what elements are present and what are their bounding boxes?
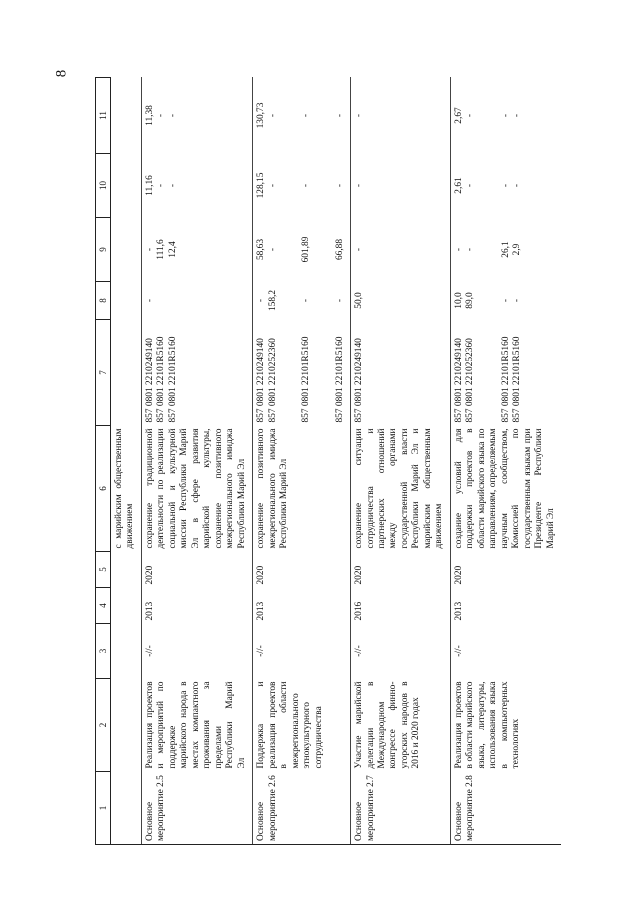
responsible: -//-: [354, 645, 365, 657]
budget-code: 857 0801 2210249140: [354, 338, 365, 423]
start-year: 2013: [144, 601, 155, 621]
effect-text-continuation: с марийским общественным движением: [114, 428, 136, 549]
value-col10: [450, 154, 561, 218]
expected-result: сохранение позитивного межрегионального имиджа Республики Марий Эл: [256, 428, 290, 549]
start-year: 2013: [256, 601, 267, 621]
budget-code: 857 0801 2210249140: [453, 338, 464, 423]
activity-number: Основное мероприятие 2.5: [141, 772, 252, 845]
column-number: 11: [96, 78, 111, 154]
value: -: [465, 183, 476, 188]
value: -: [267, 247, 278, 252]
expected-result: сохранение ситуации сотрудничества и партнерских отношений между органами государственной власти Республики Марий Эл и марийским общественным движением: [354, 428, 445, 549]
column-number: 6: [96, 426, 111, 552]
column-number: 1: [96, 772, 111, 845]
column-number: 8: [96, 282, 111, 320]
activity-number: Основное мероприятие 2.7: [351, 772, 451, 845]
value: 26,1: [500, 241, 511, 258]
value: -: [256, 298, 267, 303]
page-number: 8: [53, 69, 70, 78]
value: -: [156, 113, 167, 118]
value: -: [354, 183, 365, 188]
value-col9: [450, 218, 561, 282]
budget-code: 857 0801 22101R5160: [512, 336, 523, 423]
value-col10: [253, 154, 351, 218]
value: 11,16: [144, 175, 155, 196]
end-year: 2020: [144, 565, 155, 585]
end-year: 2020: [453, 565, 464, 585]
responsible: -//-: [256, 645, 267, 657]
start-year: 2013: [453, 601, 464, 621]
value: -: [512, 183, 523, 188]
budget-codes: [141, 320, 252, 426]
value: 2,67: [453, 107, 464, 124]
value: 2,9: [512, 243, 523, 256]
value-col10: [351, 154, 451, 218]
budget-code: 857 0801 22101R5160: [167, 336, 178, 423]
rotated-page-content: [95, 77, 607, 845]
budget-code: 857 0801 22101R5160: [301, 336, 312, 423]
column-number: 5: [96, 552, 111, 588]
value: -: [301, 298, 312, 303]
value-col10: [141, 154, 252, 218]
column-number: 9: [96, 218, 111, 282]
value: -: [167, 113, 178, 118]
value: -: [512, 113, 523, 118]
column-number: 4: [96, 588, 111, 624]
value-col11: [450, 78, 561, 154]
activity-number: Основное мероприятие 2.8: [450, 772, 561, 845]
value: -: [354, 247, 365, 252]
column-number: 3: [96, 624, 111, 679]
value: 10,0: [453, 292, 464, 309]
budget-code: 857 0801 2210249140: [256, 338, 267, 423]
activity-name: Реализация проектов в области марийского языка, литературы, использования языка в компьютерных технологиях: [453, 681, 522, 769]
expected-result: сохранение традиционной деятельности по реализации социальной и культурной миссии Республики Марий Эл в сфере развития марийской культуры, сохранение позитивного межрегионального имиджа Республики Марий Эл: [144, 428, 247, 549]
value: -: [354, 113, 365, 118]
responsible: -//-: [144, 645, 155, 657]
value-col9: [351, 218, 451, 282]
value: -: [512, 298, 523, 303]
value-col8: [351, 282, 451, 320]
value: 66,88: [334, 238, 345, 261]
value: -: [500, 183, 511, 188]
budget-code: 857 0801 2210252360: [267, 338, 278, 423]
budget-code: 857 0801 22101R5160: [500, 336, 511, 423]
value-col9: [141, 218, 252, 282]
value: -: [144, 298, 155, 303]
budget-code: 857 0801 22101R5160: [334, 336, 345, 423]
value: -: [465, 247, 476, 252]
value: 12,4: [167, 241, 178, 258]
activity-name: Поддержка и реализация проектов в области межрегионального этнокультурного сотрудничества: [256, 681, 324, 769]
value: -: [301, 183, 312, 188]
value: -: [301, 113, 312, 118]
value-col8: [450, 282, 561, 320]
column-number: 7: [96, 320, 111, 426]
budget-code: 857 0801 2210252360: [465, 338, 476, 423]
value: -: [167, 183, 178, 188]
value: -: [334, 183, 345, 188]
value-col11: [351, 78, 451, 154]
table-row: [450, 78, 561, 845]
table-row: [351, 78, 451, 845]
table-row: [141, 78, 252, 845]
budget-codes: [253, 320, 351, 426]
value: 2,61: [453, 177, 464, 194]
value: 11,38: [144, 105, 155, 126]
activity-name: Реализация проектов и мероприятий по поддержке марийского народа в местах компактного проживания за пределами Республики Марий Эл: [144, 681, 247, 769]
column-number: 10: [96, 154, 111, 218]
value: -: [156, 183, 167, 188]
value: 111,6: [156, 239, 167, 260]
activity-number: Основное мероприятие 2.6: [253, 772, 351, 845]
budget-codes: [450, 320, 561, 426]
value: 89,0: [465, 292, 476, 309]
expected-result: создание условий для поддержки проектов в области марийского языка по направлениям, определяемым научным сообществом, Комиссией по государственным языкам при Президенте Республики Марий Эл: [453, 428, 556, 549]
end-year: 2020: [256, 565, 267, 585]
value: -: [500, 298, 511, 303]
budget-code: 857 0801 22101R5160: [156, 336, 167, 423]
value: -: [267, 183, 278, 188]
value: -: [500, 113, 511, 118]
column-number-row: [96, 78, 111, 845]
value-col8: [141, 282, 252, 320]
value-col9: [253, 218, 351, 282]
value: 128,15: [256, 172, 267, 199]
column-number: 2: [96, 679, 111, 772]
start-year: 2016: [354, 601, 365, 621]
value: 130,73: [256, 102, 267, 129]
budget-codes: [351, 320, 451, 426]
value-col11: [141, 78, 252, 154]
table-row-continuation: [111, 78, 142, 845]
value: -: [334, 113, 345, 118]
value: -: [334, 298, 345, 303]
end-year: 2020: [354, 565, 365, 585]
value: -: [144, 247, 155, 252]
value-col11: [253, 78, 351, 154]
budget-code: 857 0801 2210249140: [144, 338, 155, 423]
responsible: -//-: [453, 645, 464, 657]
value-col8: [253, 282, 351, 320]
value: 58,63: [256, 238, 267, 261]
activity-name: Участие марийской делегации в Международном конгрессе финно-угорских народов в 2016 и 2020 годах: [354, 681, 422, 769]
value: -: [267, 113, 278, 118]
value: 158,2: [267, 289, 278, 312]
value: 50,0: [354, 292, 365, 309]
table-row: [253, 78, 351, 845]
value: 601,89: [301, 236, 312, 263]
value: -: [465, 113, 476, 118]
program-activities-table: [95, 77, 561, 845]
value: -: [453, 247, 464, 252]
